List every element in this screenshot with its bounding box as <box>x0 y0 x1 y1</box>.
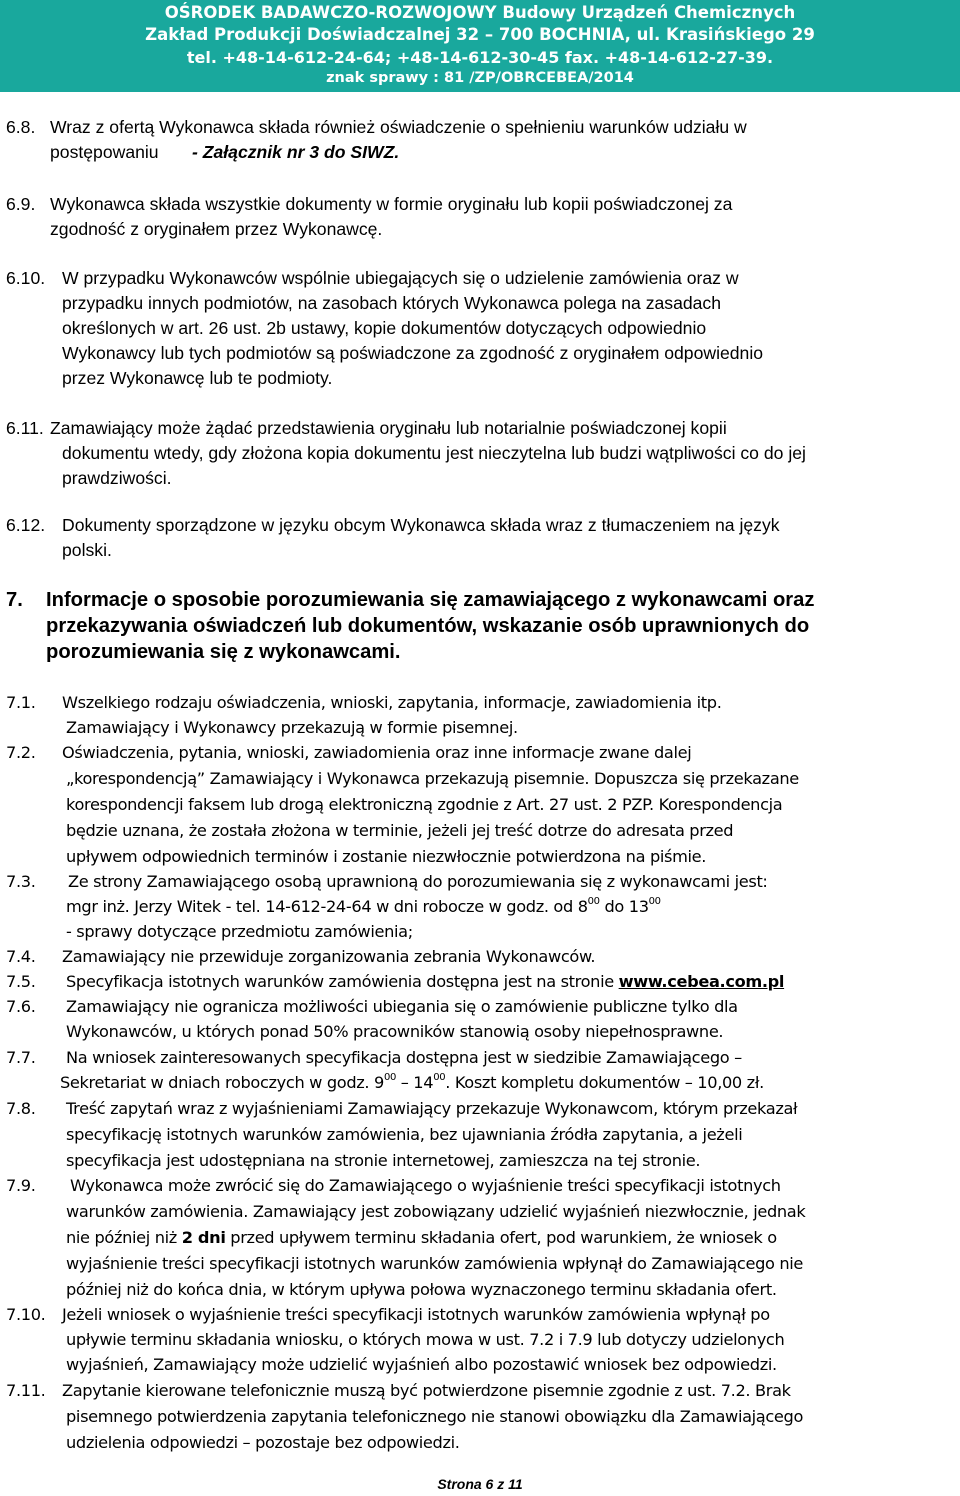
paragraph-line <box>66 969 784 995</box>
section-number: 7.4. <box>6 947 36 966</box>
paragraph-line: prawdziwości. <box>62 468 172 488</box>
paragraph-line: korespondencji faksem lub drogą elektroniczną zgodnie z Art. 27 ust. 2 PZP. Korespondencja <box>66 795 783 814</box>
paragraph-text: Specyfikacja istotnych warunków zamówienia dostępna jest na stronie <box>66 972 619 991</box>
paragraph-text: przed upływem terminu składania ofert, pod warunkiem, że wniosek o <box>225 1228 777 1247</box>
paragraph-line: Wszelkiego rodzaju oświadczenia, wnioski, zapytania, informacje, zawiadomienia itp. <box>62 693 722 712</box>
heading-line: Informacje o sposobie porozumiewania się zamawiającego z wykonawcami oraz <box>46 589 815 611</box>
paragraph-line: Oświadczenia, pytania, wnioski, zawiadomienia oraz inne informacje zwane dalej <box>62 743 692 762</box>
paragraph-line: Wykonawca może zwrócić się do Zamawiającego o wyjaśnienie treści specyfikacji istotnych <box>70 1176 781 1195</box>
paragraph-line: „korespondencją” Zamawiający i Wykonawca przekazują pisemnie. Dopuszcza się przekazane <box>66 769 799 788</box>
paragraph-line: Zapytanie kierowane telefonicznie muszą być potwierdzone pisemnie zgodnie z ust. 7.2. Brak <box>62 1381 791 1400</box>
section-number: 7.6. <box>6 997 36 1016</box>
paragraph-line: Jeżeli wniosek o wyjaśnienie treści specyfikacji istotnych warunków zamówienia wpłynął po <box>62 1305 770 1324</box>
paragraph-line: upływie terminu składania wniosku, o których mowa w ust. 7.2 i 7.9 lub dotyczy udzielonych <box>66 1330 785 1349</box>
paragraph-line: Wykonawcy lub tych podmiotów są poświadczone za zgodność z oryginałem odpowiednio <box>62 343 764 363</box>
paragraph-line: Zamawiający nie przewiduje zorganizowania zebrania Wykonawców. <box>62 947 596 966</box>
paragraph-line: Ze strony Zamawiającego osobą uprawnioną do porozumiewania się z wykonawcami jest: <box>68 872 768 891</box>
paragraph-line: W przypadku Wykonawców wspólnie ubiegających się o udzielenie zamówienia oraz w <box>62 268 739 288</box>
section-number: 7.5. <box>6 972 36 991</box>
section-number: 7.8. <box>6 1099 36 1118</box>
letterhead-institution: OŚRODEK BADAWCZO-ROZWOJOWY Budowy Urządzeń Chemicznych <box>164 3 796 22</box>
section-number: 7.10. <box>6 1305 46 1324</box>
paragraph-line: zgodność z oryginałem przez Wykonawcę. <box>50 219 383 239</box>
section-number: 6.8. <box>6 117 36 137</box>
paragraph-line: Na wniosek zainteresowanych specyfikacja dostępna jest w siedzibie Zamawiającego – <box>66 1048 742 1067</box>
paragraph-line: Wykonawca składa wszystkie dokumenty w formie oryginału lub kopii poświadczonej za <box>50 194 733 214</box>
time-superscript: 00 <box>587 896 600 907</box>
page-number-footer: Strona 6 z 11 <box>437 1476 523 1492</box>
paragraph-line: później niż do końca dnia, w którym upływa połowa wyznaczonego terminu składania ofert. <box>66 1280 777 1299</box>
hours-line <box>60 1070 764 1096</box>
paragraph-line <box>66 1225 777 1251</box>
paragraph-line: Zamawiający może żądać przedstawienia oryginału lub notarialnie poświadczonej kopii <box>50 418 727 438</box>
paragraph-line: Treść zapytań wraz z wyjaśnieniami Zamawiający przekazuje Wykonawcom, którym przekazał <box>66 1099 798 1118</box>
paragraph-line: warunków zamówienia. Zamawiający jest zobowiązany udzielić wyjaśnień niezwłocznie, jednak <box>66 1202 806 1221</box>
paragraph-line: Wraz z ofertą Wykonawca składa również oświadczenie o spełnieniu warunków udziału w <box>50 117 747 137</box>
section-number: 6.10. <box>6 268 46 288</box>
paragraph-line: Zamawiający i Wykonawcy przekazują w formie pisemnej. <box>66 718 518 737</box>
hours-text: Sekretariat w dniach roboczych w godz. 9 <box>60 1073 384 1092</box>
paragraph-line: specyfikacja jest udostępniana na stronie internetowej, zamieszcza na tej stronie. <box>66 1151 701 1170</box>
hours-text: – 14 <box>395 1073 434 1092</box>
paragraph-text: nie później niż <box>66 1228 182 1247</box>
website-link[interactable]: www.cebea.com.pl <box>618 972 785 991</box>
paragraph-line: Wykonawców, u których ponad 50% pracowników stanowią osoby niepełnosprawne. <box>66 1022 724 1041</box>
section-number: 7.1. <box>6 693 36 712</box>
hours-text: . Koszt kompletu dokumentów – 10,00 zł. <box>445 1073 764 1092</box>
deadline-emphasis: 2 dni <box>181 1228 226 1247</box>
paragraph-line: polski. <box>62 540 112 560</box>
letterhead-case-number: znak sprawy : 81 /ZP/OBRCEBEA/2014 <box>326 70 634 86</box>
paragraph-line: udzielenia odpowiedzi – pozostaje bez odpowiedzi. <box>66 1433 460 1452</box>
section-number: 7. <box>6 589 23 611</box>
paragraph-line: pisemnego potwierdzenia zapytania telefonicznego nie stanowi obowiązku dla Zamawiającego <box>66 1407 804 1426</box>
paragraph-line: wyjaśnienie treści specyfikacji istotnych warunków zamówienia wpłynął do Zamawiającego nie <box>66 1254 804 1273</box>
heading-line: przekazywania oświadczeń lub dokumentów, wskazanie osób uprawnionych do <box>46 615 810 637</box>
contact-text: do 13 <box>599 897 649 916</box>
time-superscript: 00 <box>433 1072 446 1083</box>
paragraph-line: - sprawy dotyczące przedmiotu zamówienia; <box>66 922 413 941</box>
letterhead-phone: tel. +48-14-612-24-64; +48-14-612-30-45 fax. +48-14-612-27-39. <box>186 48 774 67</box>
time-superscript: 00 <box>383 1072 396 1083</box>
section-number: 7.2. <box>6 743 36 762</box>
paragraph-line: określonych w art. 26 ust. 2b ustawy, kopie dokumentów dotyczących odpowiednio <box>62 318 707 338</box>
section-number: 7.9. <box>6 1176 36 1195</box>
paragraph-line: Zamawiający nie ogranicza możliwości ubiegania się o zamówienie publiczne tylko dla <box>66 997 738 1016</box>
letterhead-banner <box>0 0 960 92</box>
paragraph-line: upływem odpowiednich terminów i zostanie niezwłocznie potwierdzona na piśmie. <box>66 847 707 866</box>
paragraph-line: postępowaniu <box>50 142 159 162</box>
paragraph-line: przez Wykonawcę lub te podmioty. <box>62 368 333 388</box>
paragraph-line: dokumentu wtedy, gdy złożona kopia dokumentu jest nieczytelna lub budzi wątpliwości co do jej <box>62 443 806 463</box>
paragraph-line: będzie uznana, że została złożona w terminie, jeżeli jej treść dotrze do adresata przed <box>66 821 734 840</box>
section-number: 6.9. <box>6 194 36 214</box>
section-number: 6.12. <box>6 515 46 535</box>
letterhead-address: Zakład Produkcji Doświadczalnej 32 – 700 BOCHNIA, ul. Krasińskiego 29 <box>145 25 815 44</box>
paragraph-line: specyfikację istotnych warunków zamówienia, bez ujawniania źródła zapytania, a jeżeli <box>66 1125 743 1144</box>
paragraph-line: Dokumenty sporządzone w języku obcym Wykonawca składa wraz z tłumaczeniem na język <box>62 515 780 535</box>
paragraph-line: przypadku innych podmiotów, na zasobach których Wykonawca polega na zasadach <box>62 293 722 313</box>
attachment-reference: - Załącznik nr 3 do SIWZ. <box>192 142 400 162</box>
contact-text: mgr inż. Jerzy Witek - tel. 14-612-24-64 w dni robocze w godz. od 8 <box>66 897 588 916</box>
heading-line: porozumiewania się z wykonawcami. <box>46 641 401 663</box>
section-number: 7.11. <box>6 1381 46 1400</box>
paragraph-line: wyjaśnień, Zamawiający może udzielić wyjaśnień albo pozostawić wniosek bez odpowiedzi. <box>66 1355 777 1374</box>
section-number: 7.7. <box>6 1048 36 1067</box>
section-number: 7.3. <box>6 872 36 891</box>
contact-line <box>66 894 661 920</box>
time-superscript: 00 <box>648 896 661 907</box>
section-number: 6.11. <box>6 418 44 438</box>
